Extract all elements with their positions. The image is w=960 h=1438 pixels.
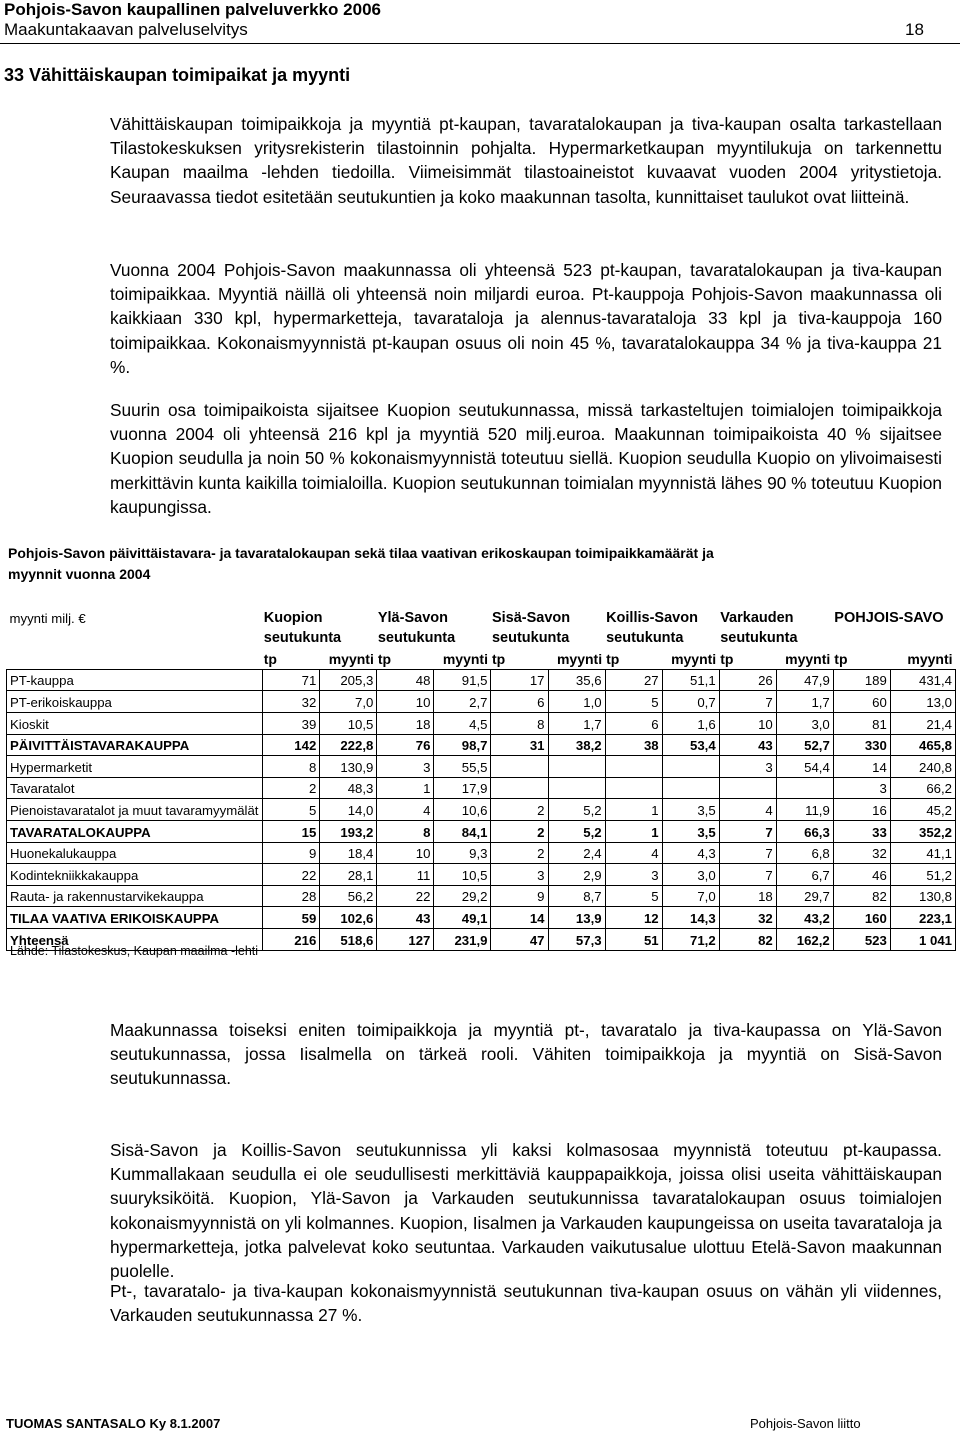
tp-cell xyxy=(491,777,548,799)
myynti-cell: 4,5 xyxy=(434,712,491,734)
myynti-cell: 14,3 xyxy=(662,907,719,929)
myynti-cell: 91,5 xyxy=(434,669,491,691)
myynti-cell: 43,2 xyxy=(776,907,833,929)
region-subheader xyxy=(833,628,955,649)
myynti-header: myynti xyxy=(434,648,491,669)
myynti-cell: 352,2 xyxy=(890,820,955,842)
paragraph-1: Vähittäiskaupan toimipaikkoja ja myyntiä pt-kaupan, tavaratalokaupan ja tiva-kaupan osalta tarkastellaan Tilastokeskuksen yritysrekisterin tilastoinnin pohjalta. Hypermarketkaupan myyntilukuja on tarkennettu Kaupan maailma -lehden tiedoilla. Viimeisimmät tilastoaineistot kuvaavat vuoden 2004 yritystietoja. Seuraavassa tiedot esitetään seutukuntien ja koko maakunnan tasolta, kunnittaiset taulukot ovat liitteinä. xyxy=(110,114,942,207)
tp-cell: 22 xyxy=(263,864,320,886)
tp-cell: 82 xyxy=(719,928,776,950)
tp-cell: 39 xyxy=(263,712,320,734)
tp-cell: 5 xyxy=(605,691,662,713)
myynti-cell: 28,1 xyxy=(320,864,377,886)
table-row xyxy=(7,734,956,756)
myynti-cell: 1 041 xyxy=(890,928,955,950)
tp-cell: 11 xyxy=(377,864,434,886)
tp-cell: 3 xyxy=(719,756,776,778)
myynti-cell: 21,4 xyxy=(890,712,955,734)
column-subheader-row xyxy=(7,648,956,669)
myynti-cell: 54,4 xyxy=(776,756,833,778)
header-subtitle: Maakuntakaavan palveluselvitys xyxy=(4,20,248,39)
paragraph-5: Sisä-Savon ja Koillis-Savon seutukunnissa yli kaksi kolmasosaa myynnistä toteutuu pt-kaupassa. Kummallakaan seudulla ei ole seudullisesti merkittäviä kauppapaikkoja, joissa olisi useita vähittäiskaupan suuryksiköitä. Kuopion, Ylä-Savon ja Varkauden seutukunnissa tavaratalokaupan osuus toimialojen kokonaismyynnistä on yli kolmannes. Kuopion, Iisalmen ja Varkauden kaupungeissa on useita tavarataloja ja hypermarketteja, jotka palvelevat koko seutuntaa. Varkauden vaikutusalue ulottuu Etelä-Savon maakunnan puolelle. xyxy=(110,1140,942,1282)
tp-cell: 189 xyxy=(833,669,890,691)
row-label: Yhteensä xyxy=(7,928,263,950)
tp-cell: 33 xyxy=(833,820,890,842)
tp-cell: 3 xyxy=(605,864,662,886)
myynti-cell: 18,4 xyxy=(320,842,377,864)
myynti-cell: 53,4 xyxy=(662,734,719,756)
tp-cell: 71 xyxy=(263,669,320,691)
tp-cell: 32 xyxy=(263,691,320,713)
region-subheader: seutukunta xyxy=(720,630,798,647)
paragraph-3: Suurin osa toimipaikoista sijaitsee Kuopion seutukunnassa, missä tarkasteltujen toimialojen toimipaikkoja vuonna 2004 oli yhteensä 216 kpl ja myyntiä 520 milj.euroa. Maakunnan toimipaikoista 40 % sijaitsee Kuopion seudulla ja noin 50 % kokonaismyynnistä toteutuu siellä. Kuopion seudulla Kuopio on ylivoimaisesti merkittävin kunta kaikilla toimialoilla. Kuopion seutukunnan toimialan myynnistä lähes 90 % toteutuu Kuopion kaupungissa. xyxy=(110,400,942,517)
tp-cell: 82 xyxy=(833,885,890,907)
tp-cell: 6 xyxy=(491,691,548,713)
region-header: Koillis-Savon xyxy=(606,609,698,626)
tp-cell: 18 xyxy=(719,885,776,907)
tp-header: tp xyxy=(605,648,662,669)
myynti-cell: 223,1 xyxy=(890,907,955,929)
row-label: Rauta- ja rakennustarvikekauppa xyxy=(7,885,263,907)
tp-cell: 9 xyxy=(263,842,320,864)
myynti-cell: 240,8 xyxy=(890,756,955,778)
tp-cell: 48 xyxy=(377,669,434,691)
myynti-cell: 5,2 xyxy=(548,799,605,821)
tp-cell xyxy=(719,777,776,799)
myynti-cell: 2,4 xyxy=(548,842,605,864)
table-row xyxy=(7,756,956,778)
tp-cell: 3 xyxy=(833,777,890,799)
tp-cell: 43 xyxy=(719,734,776,756)
myynti-cell: 35,6 xyxy=(548,669,605,691)
row-label: Hypermarketit xyxy=(7,756,263,778)
tp-header: tp xyxy=(263,648,320,669)
myynti-cell: 518,6 xyxy=(320,928,377,950)
myynti-cell: 1,7 xyxy=(548,712,605,734)
myynti-cell: 52,7 xyxy=(776,734,833,756)
myynti-cell: 51,1 xyxy=(662,669,719,691)
table-body xyxy=(7,669,956,950)
table-title: Pohjois-Savon päivittäistavara- ja tavaratalokaupan sekä tilaa vaativan erikoskaupan toimipaikkamäärät ja myynnit vuonna 2004 xyxy=(8,545,714,582)
tp-cell: 32 xyxy=(719,907,776,929)
myynti-cell: 1,7 xyxy=(776,691,833,713)
tp-cell: 76 xyxy=(377,734,434,756)
tp-cell: 2 xyxy=(491,820,548,842)
section-title: 33 Vähittäiskaupan toimipaikat ja myynti xyxy=(4,65,351,85)
tp-cell: 4 xyxy=(719,799,776,821)
myynti-cell: 3,5 xyxy=(662,820,719,842)
tp-header: tp xyxy=(491,648,548,669)
tp-cell: 6 xyxy=(605,712,662,734)
myynti-cell: 71,2 xyxy=(662,928,719,950)
row-label: TAVARATALOKAUPPA xyxy=(7,820,263,842)
myynti-cell: 6,7 xyxy=(776,864,833,886)
tp-cell: 127 xyxy=(377,928,434,950)
tp-cell: 1 xyxy=(605,820,662,842)
myynti-cell: 1,0 xyxy=(548,691,605,713)
row-label: PÄIVITTÄISTAVARAKAUPPA xyxy=(7,734,263,756)
myynti-cell: 193,2 xyxy=(320,820,377,842)
myynti-cell: 98,7 xyxy=(434,734,491,756)
tp-header: tp xyxy=(377,648,434,669)
myynti-cell: 47,9 xyxy=(776,669,833,691)
myynti-cell: 222,8 xyxy=(320,734,377,756)
region-header: POHJOIS-SAVO xyxy=(834,609,944,626)
tp-header: tp xyxy=(719,648,776,669)
myynti-cell: 55,5 xyxy=(434,756,491,778)
tp-cell: 9 xyxy=(491,885,548,907)
table-row xyxy=(7,691,956,713)
row-label: PT-kauppa xyxy=(7,669,263,691)
tp-cell: 160 xyxy=(833,907,890,929)
table-row xyxy=(7,885,956,907)
tp-cell: 2 xyxy=(263,777,320,799)
myynti-cell: 51,2 xyxy=(890,864,955,886)
tp-cell: 26 xyxy=(719,669,776,691)
row-label: Tavaratalot xyxy=(7,777,263,799)
myynti-cell xyxy=(548,777,605,799)
tp-cell: 3 xyxy=(491,864,548,886)
header-rule xyxy=(0,43,960,44)
paragraph-6: Pt-, tavaratalo- ja tiva-kaupan kokonaismyynnistä seutukunnan tiva-kaupan osuus on vähän yli viidennes, Varkauden seutukunnassa 27 %. xyxy=(110,1281,942,1326)
tp-cell: 22 xyxy=(377,885,434,907)
table-row xyxy=(7,907,956,929)
tp-cell xyxy=(605,777,662,799)
myynti-cell: 10,6 xyxy=(434,799,491,821)
tp-cell: 4 xyxy=(377,799,434,821)
tp-cell: 16 xyxy=(833,799,890,821)
footer-right: Pohjois-Savon liitto xyxy=(750,1416,861,1431)
myynti-cell: 2,9 xyxy=(548,864,605,886)
unit-label: myynti milj. € xyxy=(9,610,86,626)
myynti-cell xyxy=(662,777,719,799)
myynti-cell: 56,2 xyxy=(320,885,377,907)
tp-cell: 216 xyxy=(263,928,320,950)
tp-cell: 7 xyxy=(719,820,776,842)
paragraph-2: Vuonna 2004 Pohjois-Savon maakunnassa oli yhteensä 523 pt-kaupan, tavaratalokaupan ja tiva-kaupan toimipaikkaa. Myyntiä näillä oli yhteensä noin miljardi euroa. Pt-kauppoja Pohjois-Savon maakunnassa oli kaikkiaan 330 kpl, hypermarketteja, tavarataloja ja alennus-tavarataloja 33 kpl ja tiva-kauppoja 160 toimipaikkaa. Kokonaismyynnistä pt-kaupan osuus oli noin 45 %, tavaratalokauppa 34 % ja tiva-kauppa 21 %. xyxy=(110,260,942,377)
myynti-cell: 14,0 xyxy=(320,799,377,821)
tp-cell: 7 xyxy=(719,864,776,886)
myynti-cell: 66,3 xyxy=(776,820,833,842)
tp-cell xyxy=(491,756,548,778)
tp-cell: 5 xyxy=(263,799,320,821)
tp-cell: 59 xyxy=(263,907,320,929)
myynti-cell xyxy=(548,756,605,778)
myynti-header: myynti xyxy=(548,648,605,669)
myynti-cell: 66,2 xyxy=(890,777,955,799)
tp-cell: 7 xyxy=(719,691,776,713)
tp-cell: 14 xyxy=(491,907,548,929)
paragraph-4: Maakunnassa toiseksi eniten toimipaikkoja ja myyntiä pt-, tavaratalo ja tiva-kaupassa on Ylä-Savon seutukunnassa, jossa Iisalmella on tärkeä rooli. Vähiten toimipaikkoja ja myyntiä on Sisä-Savon seutukunnassa. xyxy=(110,1020,942,1089)
tp-cell: 14 xyxy=(833,756,890,778)
row-label: Kodintekniikkakauppa xyxy=(7,864,263,886)
table-row xyxy=(7,799,956,821)
myynti-cell: 9,3 xyxy=(434,842,491,864)
table-row xyxy=(7,842,956,864)
tp-cell: 43 xyxy=(377,907,434,929)
tp-cell: 12 xyxy=(605,907,662,929)
myynti-cell: 0,7 xyxy=(662,691,719,713)
tp-cell: 18 xyxy=(377,712,434,734)
myynti-cell: 13,0 xyxy=(890,691,955,713)
myynti-cell: 162,2 xyxy=(776,928,833,950)
region-header-row-1 xyxy=(7,607,956,628)
myynti-cell: 5,2 xyxy=(548,820,605,842)
tp-cell: 2 xyxy=(491,799,548,821)
myynti-cell: 2,7 xyxy=(434,691,491,713)
myynti-header: myynti xyxy=(320,648,377,669)
tp-cell: 47 xyxy=(491,928,548,950)
region-subheader: seutukunta xyxy=(377,630,456,647)
region-header: Ylä-Savon xyxy=(377,609,448,626)
region-header: Kuopion xyxy=(263,609,323,626)
data-table xyxy=(6,607,956,951)
tp-cell: 4 xyxy=(605,842,662,864)
tp-cell: 27 xyxy=(605,669,662,691)
tp-cell: 8 xyxy=(377,820,434,842)
region-header: Sisä-Savon xyxy=(491,609,571,626)
myynti-cell: 3,5 xyxy=(662,799,719,821)
row-label: Pienoistavaratalot ja muut tavaramyymälät xyxy=(7,799,263,821)
myynti-cell: 10,5 xyxy=(434,864,491,886)
tp-cell: 8 xyxy=(491,712,548,734)
region-subheader: seutukunta xyxy=(491,630,570,647)
myynti-cell: 465,8 xyxy=(890,734,955,756)
footer-left: TUOMAS SANTASALO Ky 8.1.2007 xyxy=(6,1416,221,1431)
tp-cell: 51 xyxy=(605,928,662,950)
tp-cell: 3 xyxy=(377,756,434,778)
myynti-cell: 45,2 xyxy=(890,799,955,821)
myynti-cell: 57,3 xyxy=(548,928,605,950)
tp-cell: 38 xyxy=(605,734,662,756)
myynti-cell: 102,6 xyxy=(320,907,377,929)
myynti-header: myynti xyxy=(890,648,955,669)
tp-cell: 31 xyxy=(491,734,548,756)
myynti-cell: 130,9 xyxy=(320,756,377,778)
row-label: PT-erikoiskauppa xyxy=(7,691,263,713)
row-label: Kioskit xyxy=(7,712,263,734)
tp-cell: 10 xyxy=(719,712,776,734)
tp-cell: 2 xyxy=(491,842,548,864)
myynti-cell: 10,5 xyxy=(320,712,377,734)
myynti-cell: 4,3 xyxy=(662,842,719,864)
table-row xyxy=(7,864,956,886)
tp-cell: 10 xyxy=(377,842,434,864)
myynti-cell: 41,1 xyxy=(890,842,955,864)
tp-cell: 1 xyxy=(377,777,434,799)
myynti-cell: 8,7 xyxy=(548,885,605,907)
tp-cell: 17 xyxy=(491,669,548,691)
tp-cell: 5 xyxy=(605,885,662,907)
tp-cell: 32 xyxy=(833,842,890,864)
myynti-cell: 11,9 xyxy=(776,799,833,821)
region-header: Varkauden xyxy=(720,609,794,626)
myynti-cell: 6,8 xyxy=(776,842,833,864)
myynti-cell: 13,9 xyxy=(548,907,605,929)
tp-cell: 523 xyxy=(833,928,890,950)
region-header-row-2 xyxy=(7,628,956,649)
myynti-cell: 17,9 xyxy=(434,777,491,799)
header-title: Pohjois-Savon kaupallinen palveluverkko 2006 xyxy=(4,0,381,19)
tp-cell: 142 xyxy=(263,734,320,756)
region-subheader: seutukunta xyxy=(263,630,342,647)
myynti-cell: 29,2 xyxy=(434,885,491,907)
row-label: Huonekalukauppa xyxy=(7,842,263,864)
tp-cell: 7 xyxy=(719,842,776,864)
myynti-cell: 1,6 xyxy=(662,712,719,734)
myynti-cell: 48,3 xyxy=(320,777,377,799)
row-label: TILAA VAATIVA ERIKOISKAUPPA xyxy=(7,907,263,929)
myynti-cell: 3,0 xyxy=(662,864,719,886)
tp-cell: 81 xyxy=(833,712,890,734)
table-row xyxy=(7,820,956,842)
myynti-cell: 3,0 xyxy=(776,712,833,734)
myynti-header: myynti xyxy=(662,648,719,669)
tp-header: tp xyxy=(833,648,890,669)
tp-cell: 28 xyxy=(263,885,320,907)
tp-cell: 8 xyxy=(263,756,320,778)
tp-cell: 15 xyxy=(263,820,320,842)
page-number: 18 xyxy=(905,20,924,39)
myynti-cell: 29,7 xyxy=(776,885,833,907)
tp-cell: 10 xyxy=(377,691,434,713)
tp-cell: 60 xyxy=(833,691,890,713)
table-source: Lähde: Tilastokeskus, Kaupan maailma -lehti xyxy=(10,944,259,958)
myynti-cell: 130,8 xyxy=(890,885,955,907)
tp-cell xyxy=(605,756,662,778)
myynti-cell: 49,1 xyxy=(434,907,491,929)
tp-cell: 46 xyxy=(833,864,890,886)
region-subheader: seutukunta xyxy=(606,630,684,647)
tp-cell: 330 xyxy=(833,734,890,756)
myynti-cell: 38,2 xyxy=(548,734,605,756)
table-row xyxy=(7,712,956,734)
myynti-cell: 7,0 xyxy=(320,691,377,713)
table-row xyxy=(7,669,956,691)
myynti-header: myynti xyxy=(776,648,833,669)
myynti-cell: 84,1 xyxy=(434,820,491,842)
myynti-cell: 7,0 xyxy=(662,885,719,907)
table-row xyxy=(7,777,956,799)
myynti-cell: 231,9 xyxy=(434,928,491,950)
myynti-cell: 431,4 xyxy=(890,669,955,691)
myynti-cell xyxy=(776,777,833,799)
myynti-cell: 205,3 xyxy=(320,669,377,691)
tp-cell: 1 xyxy=(605,799,662,821)
myynti-cell xyxy=(662,756,719,778)
